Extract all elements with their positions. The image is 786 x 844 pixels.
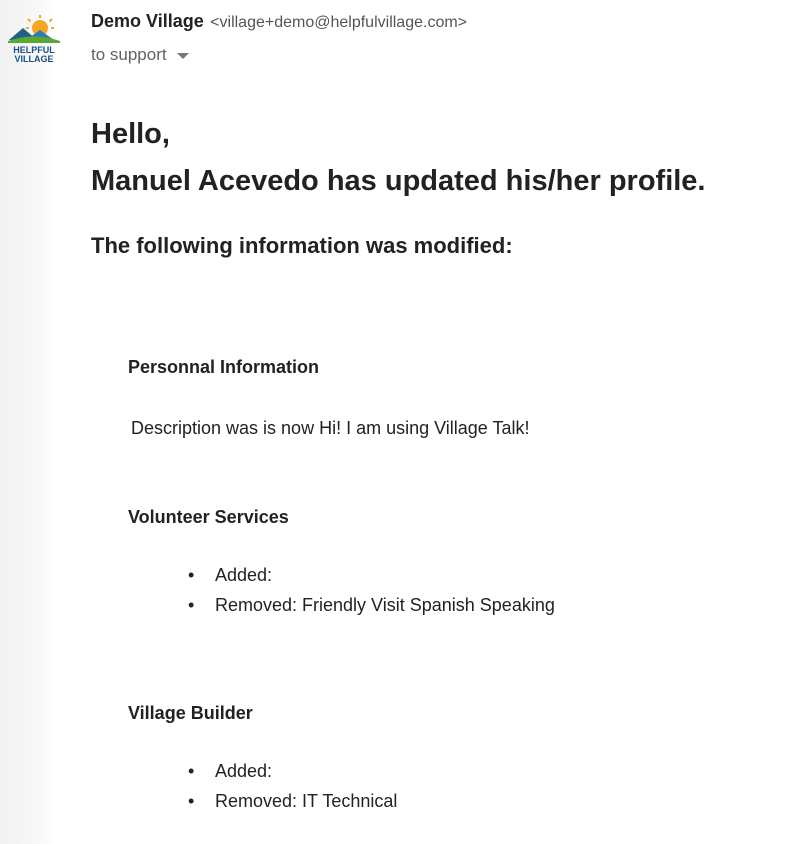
- headline: Manuel Acevedo has updated his/her profile.: [91, 165, 706, 197]
- recipient-details-toggle[interactable]: [91, 45, 189, 65]
- list-item: • Added:: [215, 560, 555, 590]
- sender-email[interactable]: <village+demo@helpfulvillage.com>: [210, 14, 468, 31]
- sender-avatar-logo[interactable]: [6, 14, 62, 66]
- helpful-village-logo-icon: [6, 14, 62, 66]
- section-title-volunteer-services: Volunteer Services: [128, 507, 289, 527]
- list-item: • Removed: Friendly Visit Spanish Speaking: [215, 590, 555, 620]
- list-item: • Removed: IT Technical: [215, 786, 397, 816]
- volunteer-services-list: [215, 560, 555, 620]
- village-builder-list: [215, 756, 397, 816]
- recipient-label: to support: [91, 45, 167, 64]
- sender-line: [91, 11, 467, 32]
- subheading: The following information was modified:: [91, 233, 513, 258]
- section-title-village-builder: Village Builder: [128, 703, 253, 723]
- list-item: • Added:: [215, 756, 397, 786]
- greeting: Hello,: [91, 118, 170, 150]
- svg-text:VILLAGE: VILLAGE: [14, 54, 54, 64]
- left-gutter: [0, 0, 60, 844]
- sender-name[interactable]: Demo Village: [91, 11, 204, 31]
- description-change-text: Description was is now Hi! I am using Village Talk!: [131, 418, 530, 438]
- svg-text:HELPFUL: HELPFUL: [13, 45, 55, 55]
- chevron-down-icon[interactable]: [177, 53, 189, 59]
- section-title-personal-information: Personnal Information: [128, 357, 320, 377]
